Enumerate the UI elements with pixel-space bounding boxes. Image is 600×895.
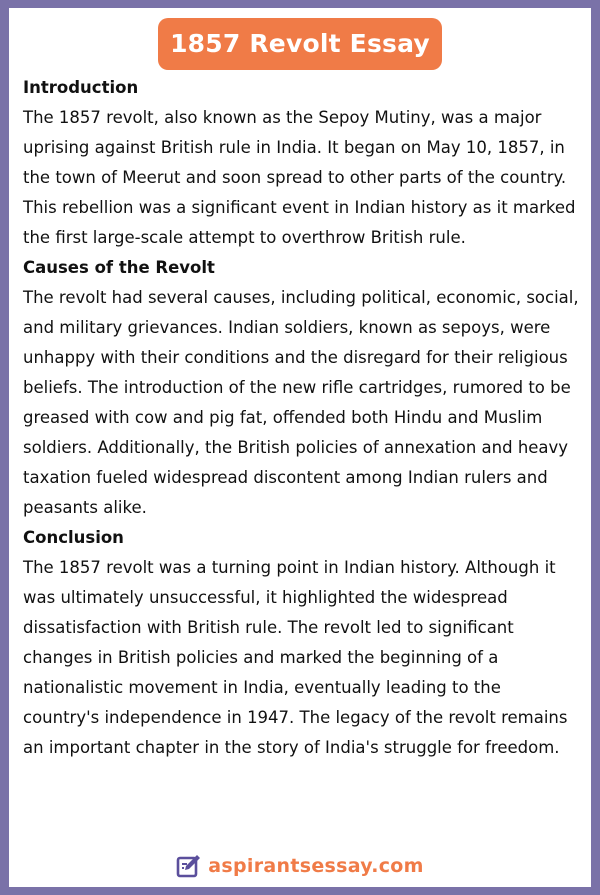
- title-wrap: [9, 18, 591, 70]
- footer-brand[interactable]: [9, 851, 591, 881]
- section-heading-conclusion: Conclusion: [23, 528, 124, 547]
- section-heading-introduction: Introduction: [23, 78, 139, 97]
- section-body-conclusion: The 1857 revolt was a turning point in Indian history. Although it was ultimately unsuccessful, it highlighted the widespread dissatisfaction with British rule. The revolt led to significant changes in British policies and marked the beginning of a nationalistic movement in India, eventually leading to the country's independence in 1947. The legacy of the revolt remains an important chapter in the story of India's struggle for freedom.: [23, 558, 568, 757]
- essay-content: [23, 73, 579, 763]
- site-link[interactable]: aspirantsessay.com: [208, 855, 424, 877]
- section-heading-causes: Causes of the Revolt: [23, 258, 215, 277]
- page-title: 1857 Revolt Essay: [158, 18, 442, 70]
- edit-icon: [176, 853, 202, 879]
- section-body-introduction: The 1857 revolt, also known as the Sepoy Mutiny, was a major uprising against British rule in India. It began on May 10, 1857, in the town of Meerut and soon spread to other parts of the country. This rebellion was a significant event in Indian history as it marked the first large-scale attempt to overthrow British rule.: [23, 108, 576, 247]
- essay-card: [9, 8, 591, 887]
- section-body-causes: The revolt had several causes, including political, economic, social, and military grievances. Indian soldiers, known as sepoys, were unhappy with their conditions and the disregard for their religious beliefs. The introduction of the new rifle cartridges, rumored to be greased with cow and pig fat, offended both Hindu and Muslim soldiers. Additionally, the British policies of annexation and heavy taxation fueled widespread discontent among Indian rulers and peasants alike.: [23, 288, 579, 517]
